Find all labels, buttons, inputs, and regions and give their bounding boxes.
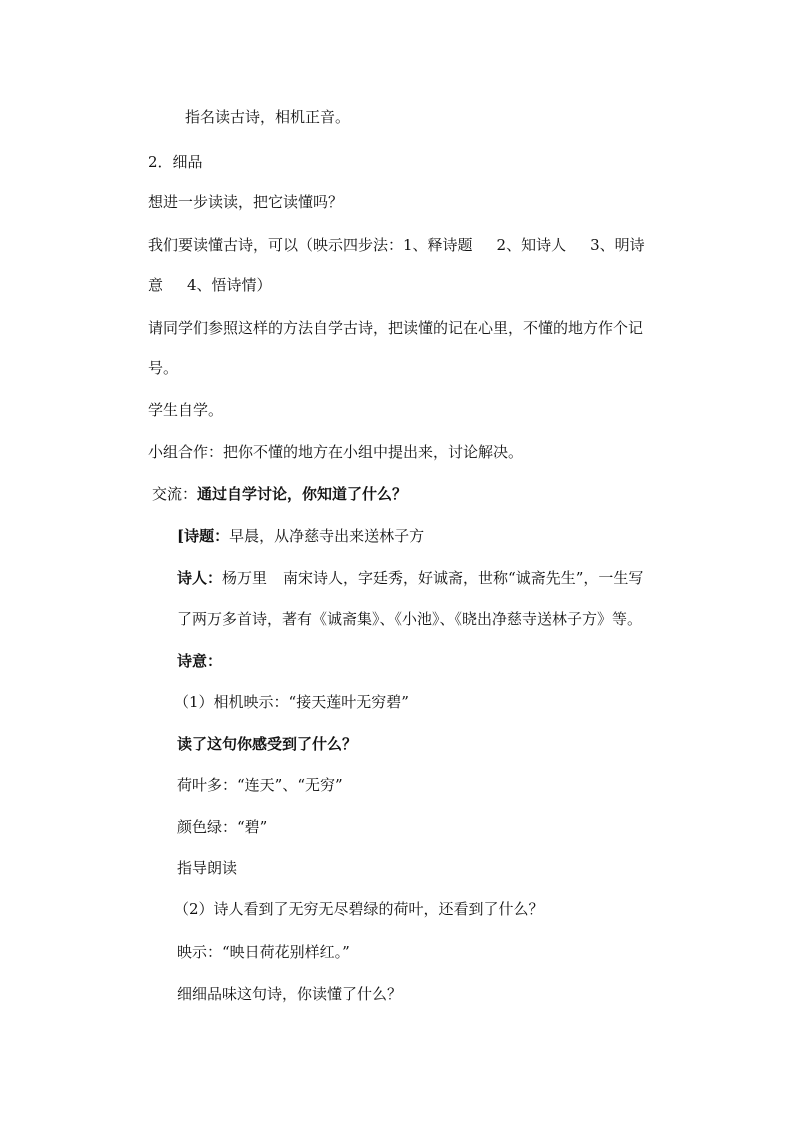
text: （2）诗人看到了无穷无尽碧绿的荷叶，还看到了什么？: [174, 900, 544, 918]
text-line-guided-reading: [177, 858, 237, 878]
text-line-poet: [177, 568, 643, 588]
text-line-poem-title: [177, 526, 424, 546]
text: 颜色绿：“碧”: [177, 818, 268, 836]
text-line-display-2: [177, 942, 350, 962]
text-line-green-color: [177, 817, 267, 837]
text-bold: 通过自学讨论，你知道了什么？: [197, 485, 408, 503]
text: 指导朗读: [177, 859, 238, 877]
text: 南宋诗人，字廷秀，好诚斋，世称“诚斋先生”，一生写: [283, 569, 644, 587]
text-line-display-2-question: [174, 899, 544, 919]
text-line-student-self-study: [148, 400, 223, 420]
text: 想进一步读读，把它读懂吗？: [148, 193, 344, 211]
label-bold: 诗人：: [177, 569, 223, 587]
text: 杨万里: [222, 569, 268, 587]
label-bold: 诗意：: [177, 652, 223, 670]
text-line-feeling-question: [177, 734, 357, 754]
text: 小组合作：把你不懂的地方在小组中提出来，讨论解决。: [148, 443, 524, 461]
text: 3、明诗: [590, 236, 645, 254]
text: 指名读古诗，相机正音。: [185, 108, 351, 126]
text: 细细品味这句诗，你读懂了什么？: [177, 985, 403, 1003]
text: 学生自学。: [148, 401, 224, 419]
text-line-four-steps-cont: [148, 275, 272, 295]
text-line-question: [148, 192, 343, 212]
text-line-savor-question: [177, 984, 402, 1004]
text: 早晨，从净慈寺出来送林子方: [229, 527, 425, 545]
text-line-self-study-instructions: [148, 318, 643, 338]
text-line-poet-cont: [177, 609, 642, 629]
label-bold: [诗题：: [177, 527, 230, 545]
text-line-display-1: [174, 692, 409, 712]
text-line-self-study-instructions-cont: [148, 358, 178, 378]
text-line-group-cooperation: [148, 442, 523, 462]
text-line-many-leaves: [177, 775, 343, 795]
text-line-exchange: [152, 484, 407, 504]
text: 2．细品: [148, 153, 203, 171]
text: 4、悟诗情）: [187, 276, 272, 294]
text: （1）相机映示：“接天莲叶无穷碧”: [174, 693, 409, 711]
text: 我们要读懂古诗，可以（映示四步法：1、释诗题: [148, 236, 473, 254]
section-heading-detailed-reading: [148, 152, 203, 172]
text: 号。: [148, 359, 179, 377]
text: 2、知诗人: [496, 236, 567, 254]
text: 映示：“映日荷花别样红。”: [177, 943, 350, 961]
text: 意: [148, 276, 164, 294]
text: 了两万多首诗，著有《诚斋集》、《小池》、《晓出净慈寺送林子方》等。: [177, 610, 643, 628]
text: 交流：: [152, 485, 198, 503]
text-line-correct-pronunciation: [185, 107, 350, 127]
text-line-four-steps: [148, 235, 645, 255]
text: 请同学们参照这样的方法自学古诗，把读懂的记在心里，不懂的地方作个记: [148, 319, 644, 337]
text: 荷叶多：“连天”、“无穷”: [177, 776, 343, 794]
text-bold: 读了这句你感受到了什么？: [177, 735, 358, 753]
text-line-poem-meaning-heading: [177, 651, 222, 671]
